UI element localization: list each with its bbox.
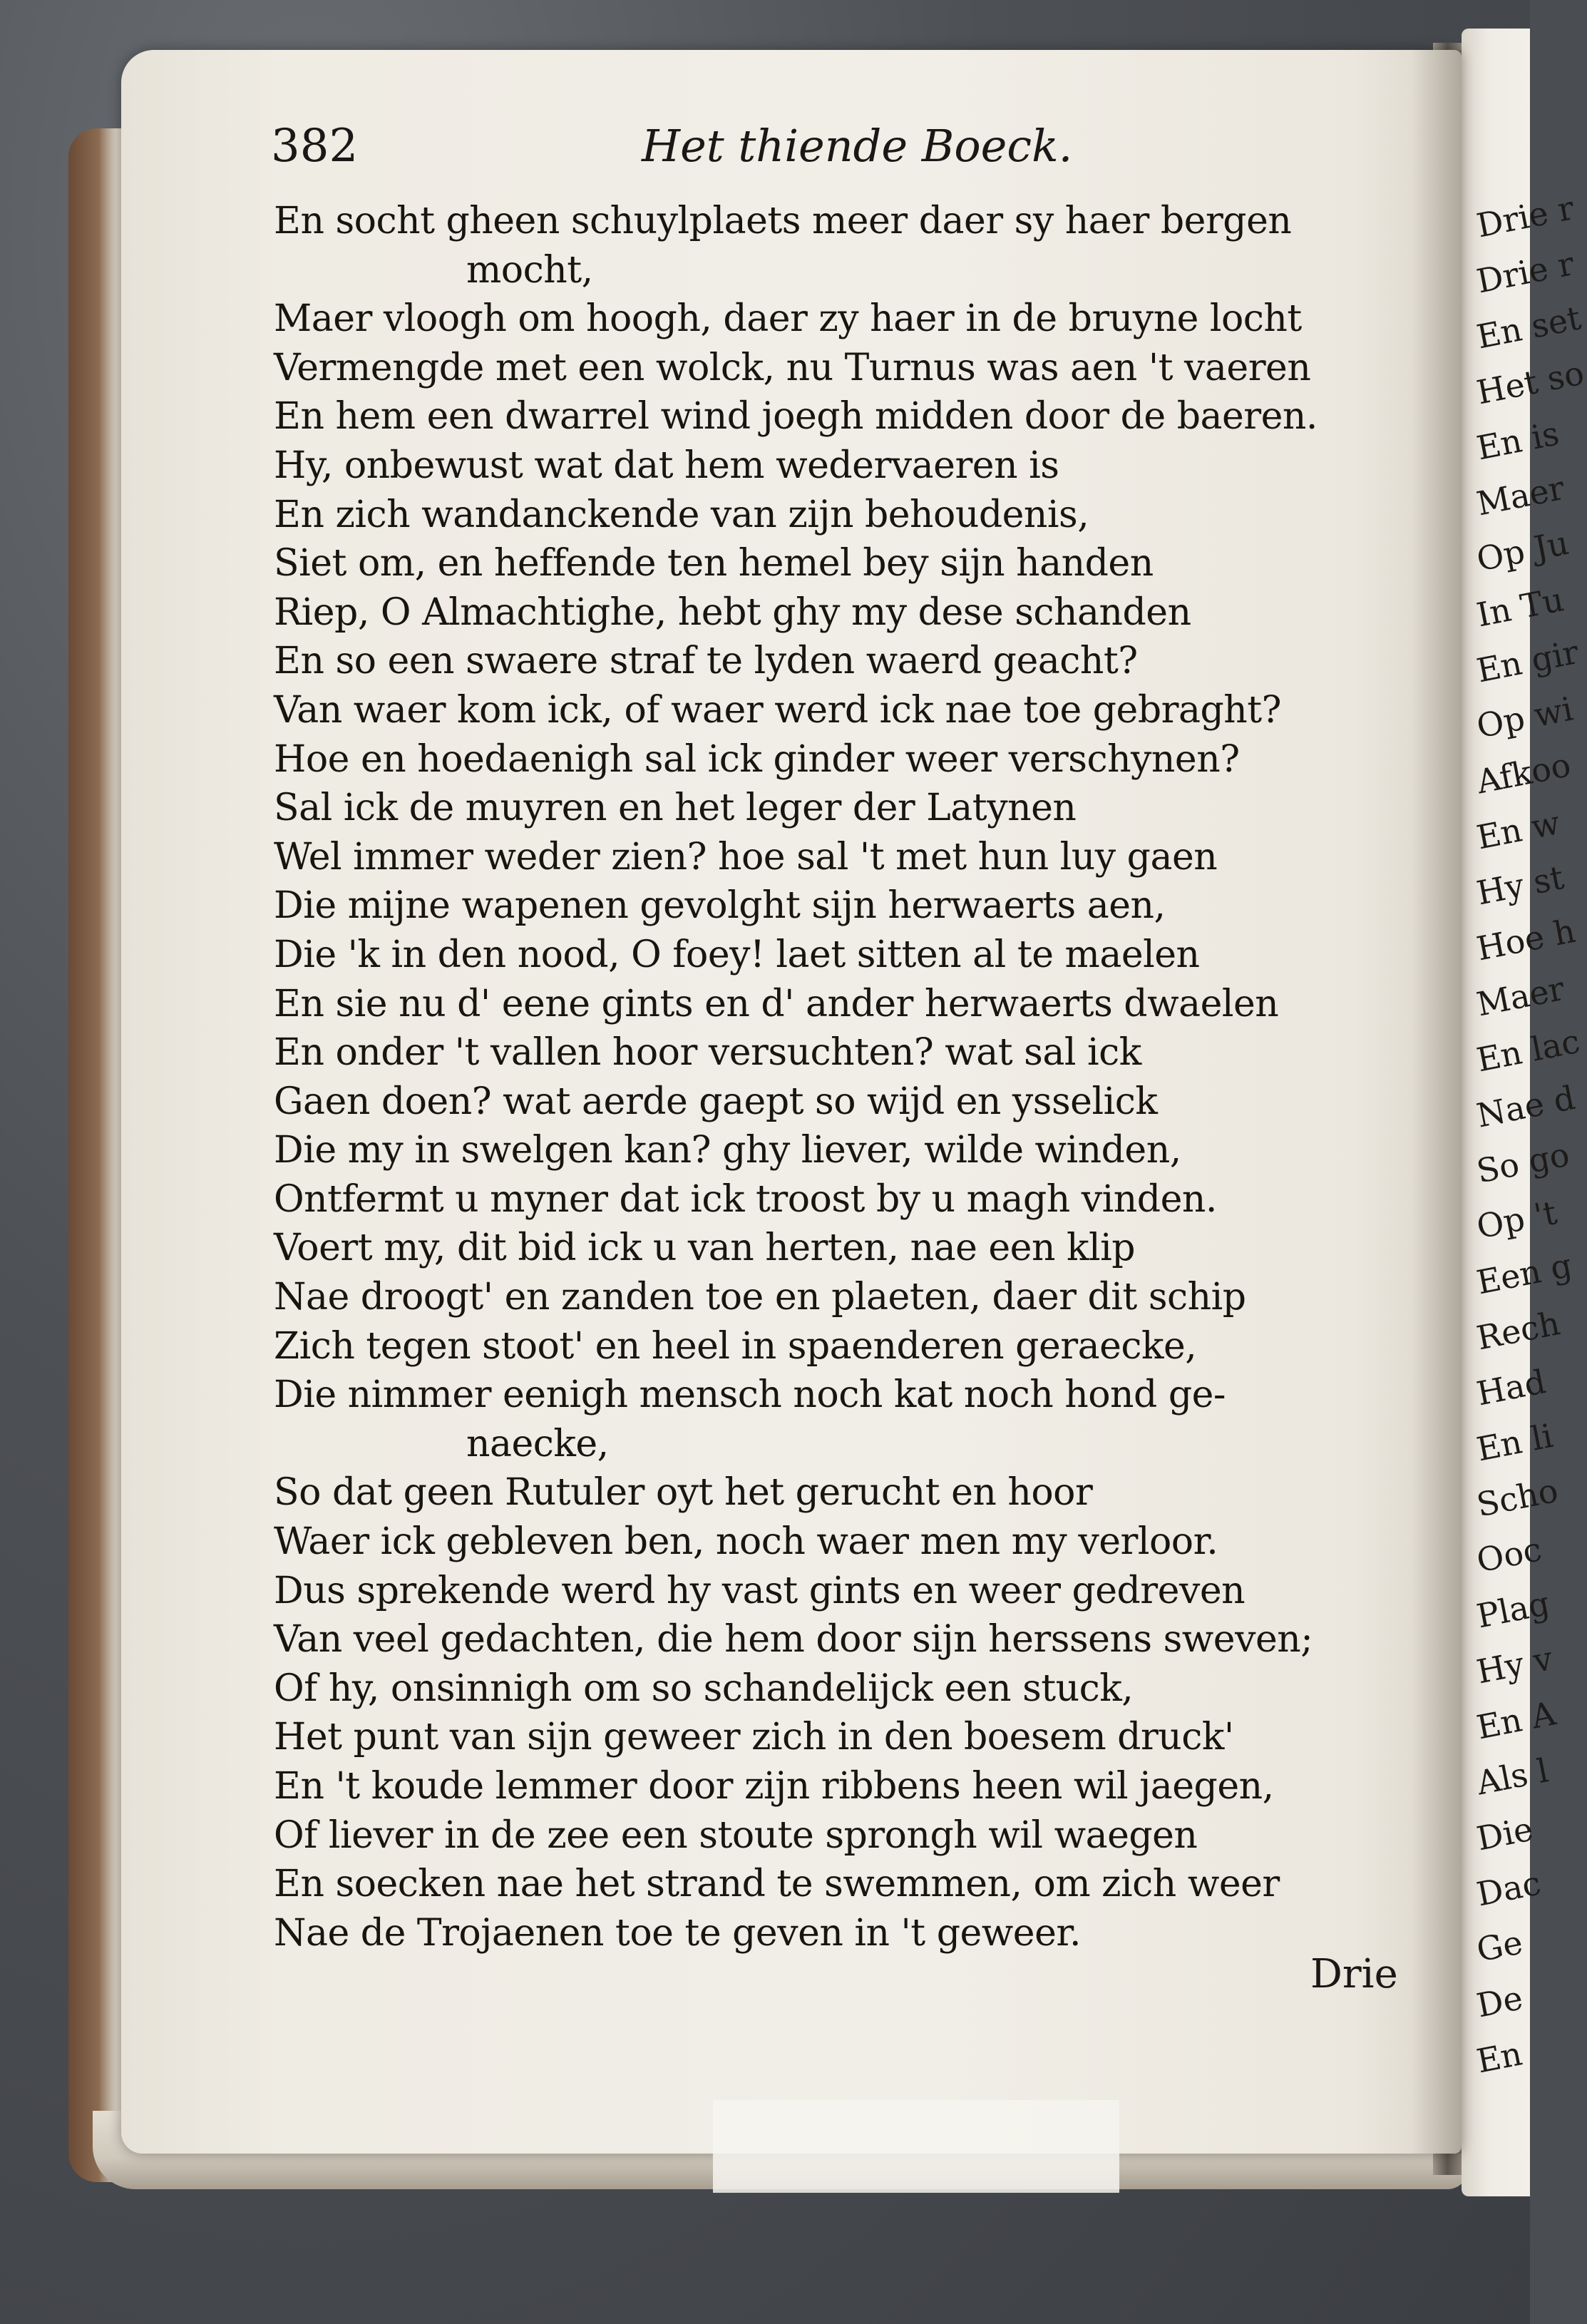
verse-line: En socht gheen schuylplaets meer daer sy haer bergen bbox=[274, 200, 1292, 242]
facing-page-line: Op wi bbox=[1473, 689, 1576, 746]
facing-page-line: Maer bbox=[1473, 968, 1568, 1024]
facing-page-line: So go bbox=[1473, 1135, 1573, 1191]
verse-line: Maer vloogh om hoogh, daer zy haer in de bruyne locht bbox=[274, 297, 1302, 341]
facing-page-line: Die bbox=[1473, 1809, 1536, 1858]
facing-page-line: Maer bbox=[1473, 468, 1568, 523]
facing-page-line: In Tu bbox=[1473, 580, 1567, 635]
verse-line: Hoe en hoedaenigh sal ick ginder weer verschynen? bbox=[274, 737, 1240, 781]
verse-line: Of liever in de zee een stoute sprongh wil waegen bbox=[274, 1813, 1198, 1857]
verse-line: Riep, O Almachtighe, hebt ghy my dese schanden bbox=[274, 590, 1191, 634]
facing-page-line: Plag bbox=[1473, 1583, 1553, 1636]
verse-line: Hy, onbewust wat dat hem wedervaeren is bbox=[274, 444, 1059, 487]
verse-line: Nae droogt' en zanden toe en plaeten, daer dit schip bbox=[274, 1276, 1246, 1319]
paper-label bbox=[713, 2100, 1119, 2193]
facing-page-line: En bbox=[1473, 2034, 1526, 2081]
catchword: Drie bbox=[1310, 1951, 1398, 1997]
verse-line: Vermengde met een wolck, nu Turnus was aen 't vaeren bbox=[274, 346, 1311, 389]
verse-line: Wel immer weder zien? hoe sal 't met hun luy gaen bbox=[274, 835, 1218, 879]
verse-line: En sie nu d' eene gints en d' ander herwaerts dwaelen bbox=[274, 982, 1279, 1025]
facing-page-line: En gir bbox=[1473, 633, 1582, 690]
verse-line: Gaen doen? wat aerde gaept so wijd en ysselick bbox=[274, 1080, 1158, 1123]
verse-line: Zich tegen stoot' en heel in spaenderen geraecke, bbox=[274, 1324, 1197, 1368]
facing-page-line: Ooc bbox=[1473, 1530, 1545, 1580]
facing-page-line: Dac bbox=[1473, 1863, 1544, 1914]
facing-page-line: Had bbox=[1473, 1361, 1549, 1413]
facing-page-line: Drie r bbox=[1473, 244, 1578, 301]
facing-page-line: Nae d bbox=[1473, 1077, 1578, 1135]
facing-page-line: Ge bbox=[1473, 1923, 1526, 1970]
verse-line: Die mijne wapenen gevolght sijn herwaerts aen, bbox=[274, 884, 1166, 928]
verse-line: Siet om, en heffende ten hemel bey sijn handen bbox=[274, 542, 1154, 585]
verse-line: En onder 't vallen hoor versuchten? wat sal ick bbox=[274, 1031, 1141, 1075]
verse-line: En hem een dwarrel wind joegh midden door de baeren. bbox=[274, 395, 1318, 439]
facing-page-line: De bbox=[1473, 1978, 1526, 2025]
page-header bbox=[271, 120, 1397, 177]
facing-page-line: En set bbox=[1473, 298, 1584, 357]
page-number: 382 bbox=[271, 120, 359, 173]
facing-page-line: En is bbox=[1473, 414, 1563, 468]
verse-line: Die nimmer eenigh mensch noch kat noch hond ge- bbox=[274, 1373, 1226, 1417]
verse-line: naecke, bbox=[466, 1422, 609, 1465]
verse-line: En zich wandanckende van zijn behoudenis, bbox=[274, 493, 1089, 536]
verse-line: Nae de Trojaenen toe te geven in 't geweer. bbox=[274, 1911, 1082, 1955]
facing-page bbox=[1462, 29, 1587, 2196]
facing-page-line: En A bbox=[1473, 1694, 1559, 1747]
facing-page-line: En li bbox=[1473, 1416, 1556, 1469]
running-title: Het thiende Boeck. bbox=[642, 120, 1073, 172]
verse-line: En soecken nae het strand te swemmen, om zich weer bbox=[274, 1863, 1280, 1906]
verse-text-block bbox=[274, 197, 1400, 1957]
facing-page-line: En w bbox=[1473, 803, 1563, 857]
verse-line: mocht, bbox=[466, 248, 593, 292]
facing-page-line: Drie r bbox=[1473, 188, 1578, 245]
facing-page-line: Het so bbox=[1473, 353, 1587, 412]
facing-page-line: Op Ju bbox=[1473, 523, 1572, 579]
verse-line: Of hy, onsinnigh om so schandelijck een stuck, bbox=[274, 1667, 1134, 1710]
verse-line: Waer ick gebleven ben, noch waer men my verloor. bbox=[274, 1520, 1218, 1564]
verse-line: Van veel gedachten, die hem door sijn herssens sweven; bbox=[274, 1618, 1313, 1662]
facing-page-line: Op 't bbox=[1473, 1192, 1560, 1247]
verse-line: Die my in swelgen kan? ghy liever, wilde winden, bbox=[274, 1129, 1181, 1172]
facing-page-line: Als l bbox=[1473, 1751, 1552, 1803]
facing-page-line: Scho bbox=[1473, 1470, 1561, 1525]
verse-line: Voert my, dit bid ick u van herten, nae een klip bbox=[274, 1227, 1136, 1270]
verse-line: So dat geen Rutuler oyt het gerucht en hoor bbox=[274, 1471, 1093, 1515]
facing-page-line: Hy v bbox=[1473, 1639, 1556, 1691]
facing-page-line: Hy st bbox=[1473, 858, 1567, 913]
facing-page-line: Afkoo bbox=[1473, 745, 1574, 802]
facing-page-line: Een g bbox=[1473, 1245, 1576, 1302]
verse-line: Het punt van sijn geweer zich in den boesem druck' bbox=[274, 1716, 1234, 1759]
verse-line: Sal ick de muyren en het leger der Latynen bbox=[274, 787, 1077, 830]
verse-line: Dus sprekende werd hy vast gints en weer gedreven bbox=[274, 1569, 1246, 1612]
verse-line: Ontfermt u myner dat ick troost by u magh vinden. bbox=[274, 1177, 1217, 1221]
verse-line: Van waer kom ick, of waer werd ick nae toe gebraght? bbox=[274, 688, 1282, 732]
verse-line: En 't koude lemmer door zijn ribbens heen wil jaegen, bbox=[274, 1765, 1274, 1808]
verse-line: En so een swaere straf te lyden waerd geacht? bbox=[274, 640, 1138, 683]
verse-line: Die 'k in den nood, O foey! laet sitten al te maelen bbox=[274, 933, 1200, 976]
facing-page-line: Hoe h bbox=[1473, 911, 1578, 968]
facing-page-line: En lac bbox=[1473, 1021, 1583, 1080]
facing-page-line: Rech bbox=[1473, 1304, 1563, 1358]
